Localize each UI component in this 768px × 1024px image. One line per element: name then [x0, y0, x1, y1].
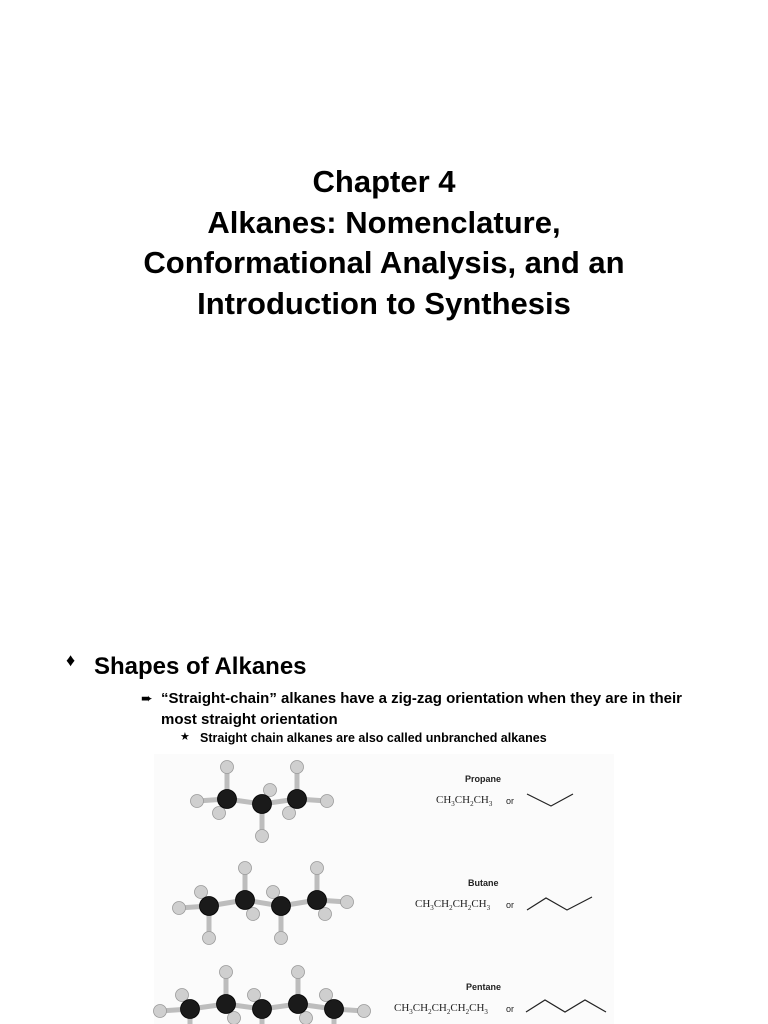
- skeletal-propane: [527, 794, 573, 806]
- slide-title: [0, 162, 768, 324]
- skeletal-butane: [527, 897, 592, 910]
- diamond-bullet-icon: ♦: [66, 650, 76, 670]
- title-line-1: Chapter 4: [312, 164, 456, 199]
- skeletal-structures: [154, 754, 614, 1024]
- molecule-name-propane: Propane: [465, 774, 502, 784]
- bullet-point-text: “Straight-chain” alkanes have a zig-zag orientation when they are in their most straight orientation: [161, 690, 682, 728]
- formula-pentane: $CH_3CH_2CH_2CH_2CH_3$: [394, 1002, 488, 1017]
- molecule-name-pentane: Pentane: [466, 982, 502, 992]
- title-line-2: Alkanes: Nomenclature,: [207, 204, 561, 240]
- or-label-propane: or: [506, 796, 515, 806]
- molecule-name-butane: Butane: [468, 878, 499, 888]
- formula-propane: $CH_3CH_2CH_3$: [436, 794, 493, 809]
- title-line-4: Introduction to Synthesis: [197, 285, 571, 321]
- sub-bullet-text: Straight chain alkanes are also called unbranched alkanes: [200, 731, 547, 745]
- skeletal-pentane: [526, 1000, 606, 1012]
- star-bullet-icon: ★: [180, 731, 190, 743]
- alkane-structures-figure: [154, 754, 614, 1024]
- title-line-3: Conformational Analysis, and an: [143, 245, 625, 280]
- or-label-pentane: or: [506, 1004, 515, 1014]
- formula-butane: $CH_3CH_2CH_2CH_3$: [415, 898, 491, 913]
- section-heading-text: Shapes of Alkanes: [94, 653, 307, 680]
- or-label-butane: or: [506, 900, 515, 910]
- arrow-bullet-icon: ➨: [141, 690, 153, 706]
